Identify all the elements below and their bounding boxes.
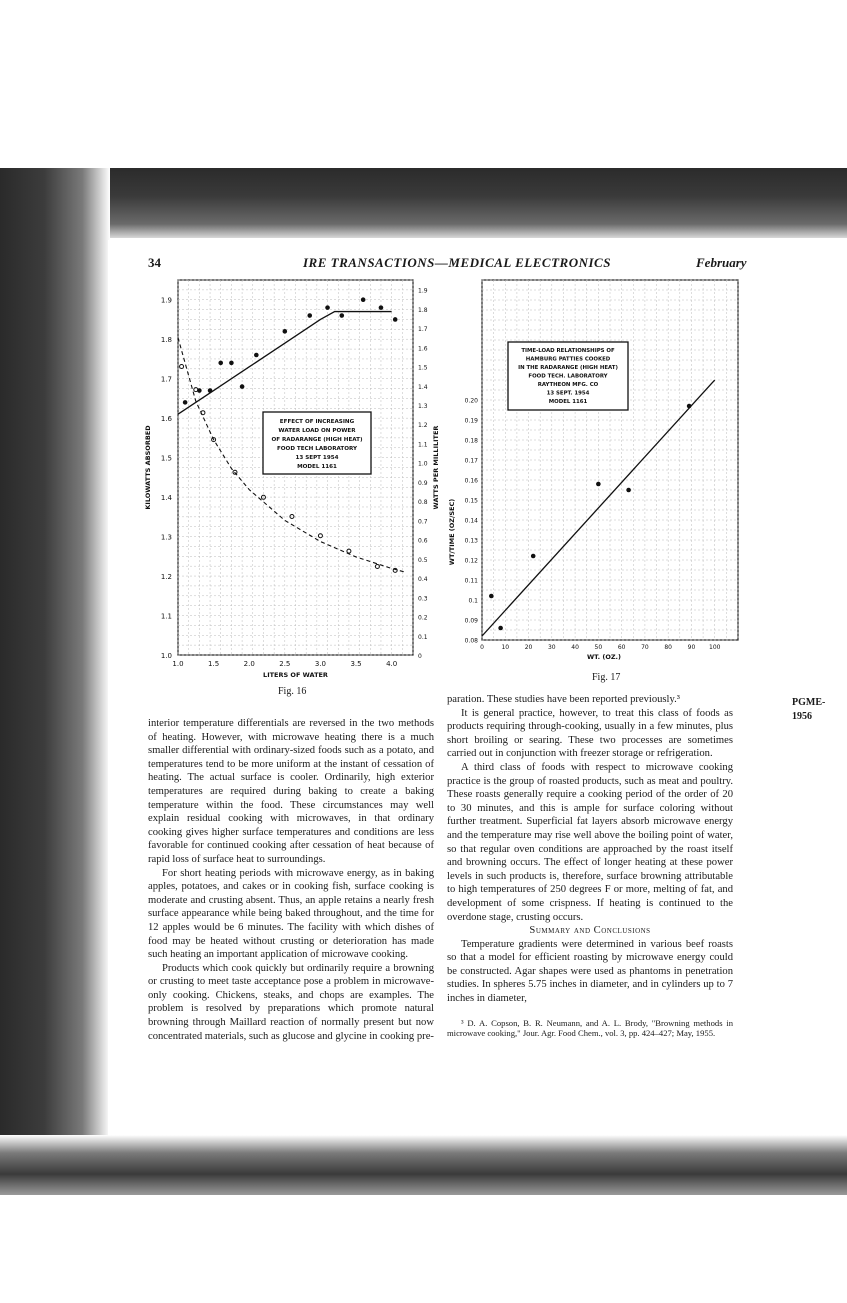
y-axis-label: WT/TIME (OZ/SEC)	[448, 498, 456, 566]
figure-16-chart	[138, 272, 443, 682]
series-1-point	[208, 388, 213, 393]
y-tick-label: 1.3	[160, 533, 172, 542]
y-tick-label: 1.8	[160, 336, 172, 345]
chart-title-line: EFFECT OF INCREASING	[279, 419, 355, 425]
left-paragraph: Products which cook quickly but ordinarily require a browning or crusting to meet taste acceptance pose a problem in microwave-only cooking. Chickens, steaks, and chops are examples. The problem is resolved by preparations which promote natural browning through Maillard reaction of normally present but now concentrated materials, such as glucose and glycine in cooking pre-	[148, 962, 434, 1042]
figure-16-caption: Fig. 16	[278, 686, 307, 697]
x-axis-label: WT. (OZ.)	[587, 653, 621, 661]
y2-tick-label: 0.7	[418, 518, 428, 526]
y2-tick-label: 1.6	[418, 345, 428, 353]
x-tick-label: 40	[571, 644, 579, 651]
y2-tick-label: 1.0	[418, 460, 428, 468]
series-1-point	[379, 305, 384, 310]
y-tick-label: 1.1	[160, 612, 172, 621]
section-heading: Summary and Conclusions	[529, 925, 651, 937]
y2-tick-label: 0.4	[418, 576, 428, 584]
y-tick-label: 0.18	[464, 437, 478, 445]
y2-tick-label: 0.1	[418, 633, 428, 641]
y-tick-label: 1.6	[160, 415, 172, 424]
y-tick-label: 0.17	[464, 457, 478, 465]
x-tick-label: 2.5	[279, 660, 291, 668]
chart-title-line: FOOD TECH LABORATORY	[276, 446, 358, 452]
right-first-line: paration. These studies have been reported previously.³	[447, 694, 680, 705]
x-tick-label: 1.5	[208, 660, 220, 668]
right-paragraph: It is general practice, however, to treat this class of foods as products requiring through-cooking, usually in a few minutes, plus short broiling or searing. These two processes are sometimes carried out in conjunction with freezer storage or refrigeration.	[447, 707, 733, 760]
chart-title-line: TIME-LOAD RELATIONSHIPS OF	[521, 348, 615, 354]
x-tick-label: 3.5	[350, 660, 362, 668]
scan-shadow-top	[0, 168, 847, 238]
series-1-point	[339, 313, 344, 318]
x-tick-label: 90	[687, 644, 696, 651]
chart-title-line: HAMBURG PATTIES COOKED	[525, 356, 611, 363]
x-tick-label: 100	[709, 644, 721, 651]
x-tick-label: 30	[547, 644, 556, 651]
series-point	[687, 404, 692, 409]
y2-tick-label: 1.5	[418, 364, 428, 372]
chart-title-line: MODEL 1161	[297, 464, 337, 470]
y2-tick-label: 0	[418, 653, 422, 660]
chart-title-line: 13 SEPT. 1954	[546, 390, 590, 397]
y-tick-label: 0.15	[464, 497, 478, 505]
y-tick-label: 0.08	[464, 637, 478, 645]
series-1-point	[325, 305, 330, 310]
y2-tick-label: 1.3	[418, 403, 428, 410]
y-tick-label: 0.11	[464, 577, 478, 585]
series-point	[626, 488, 631, 493]
scan-shadow-bottom	[0, 1135, 847, 1195]
y2-tick-label: 1.9	[418, 287, 428, 295]
y-tick-label: 1.0	[160, 652, 172, 660]
right-paragraph: A third class of foods with respect to microwave cooking practice is the group of roasted products, such as meat and poultry. These roasts generally require a cooking period of the order of 20 to 30 minutes, and this is ample for surface coloring without further treatment. Superficial fat layers absorb microwave energy and the temperature may rise well above the boiling point of water, so that regular oven conditions are approached by the roast itself and browning occurs. The effect of longer heating at these power levels in such products is, therefore, surface browning attributable to high temperatures of 250 degrees F or more, melting of fat, and development of some crispness. If heating is continued to the overdone stage, crusting occurs.	[447, 761, 733, 923]
y2-tick-label: 1.1	[418, 441, 428, 449]
x-tick-label: 50	[594, 644, 603, 651]
left-paragraph: For short heating periods with microwave energy, as in baking apples, potatoes, and cakes or in cooking fish, surface cooking is moderate and crusting absent. Thus, an apple retains a nearly fresh surface appearance while being baked throughout, and the time for 12 apples would be 6 minutes. The facility with which dishes of food may be heated without crusting or deterioration has made such heating an important application of microwave cooking.	[148, 867, 434, 961]
y2-tick-label: 0.3	[418, 595, 428, 603]
series-1-point	[283, 329, 288, 334]
x-tick-label: 0	[480, 644, 484, 651]
figure-17-chart	[440, 272, 745, 672]
left-column	[148, 717, 434, 1043]
series-1-point	[254, 353, 259, 358]
y-tick-label: 1.4	[160, 494, 172, 503]
y-tick-label: 1.7	[160, 375, 172, 384]
journal-title: IRE TRANSACTIONS—MEDICAL ELECTRONICS	[303, 255, 611, 270]
series-point	[531, 554, 536, 559]
chart-title-line: FOOD TECH. LABORATORY	[528, 373, 608, 380]
series-1-point	[218, 361, 223, 366]
y-tick-label: 0.1	[468, 597, 478, 605]
y-tick-label: 0.19	[464, 417, 478, 425]
y2-tick-label: 0.8	[418, 499, 428, 507]
side-note-line1: PGME-	[792, 697, 826, 708]
left-paragraph: interior temperature differentials are reversed in the two methods of heating. However, with microwave heating there is a much smaller differential with ordinary-sized foods such as a potato, and temperatures tend to be more uniform at the instant of cessation of heating. The actual surface is cooler. Ordinarily, high exterior temperatures are required during baking to create a baking temperature within the food. These circumstances may well explain residual cooking with microwaves, in that ordinary cooking gives higher surface temperatures and conditions are less favorable for continued cooking after cessation of heat because of rapid loss of surface heat to surroundings.	[148, 718, 434, 865]
chart-title-line: WATER LOAD ON POWER	[278, 428, 356, 434]
y2-tick-label: 0.2	[418, 614, 428, 622]
x-tick-label: 1.0	[172, 660, 184, 668]
y-axis-label: KILOWATTS ABSORBED	[144, 425, 152, 510]
x-tick-label: 2.0	[243, 660, 255, 668]
series-point	[596, 482, 601, 487]
y2-axis-label: WATTS PER MILLILITER	[432, 425, 440, 510]
chart-title-line: OF RADARANGE (HIGH HEAT)	[271, 437, 363, 443]
y-tick-label: 1.2	[160, 573, 172, 582]
y2-tick-label: 1.7	[418, 326, 428, 334]
figure-17-caption: Fig. 17	[592, 672, 621, 683]
series-1-point	[361, 297, 366, 302]
chart-title-line: IN THE RADARANGE (HIGH HEAT)	[518, 365, 618, 371]
x-tick-label: 80	[664, 644, 673, 651]
x-tick-label: 70	[641, 644, 649, 651]
chart-title-line: RAYTHEON MFG. CO	[537, 382, 599, 388]
series-point	[489, 594, 494, 599]
right-column	[447, 693, 733, 1038]
y-tick-label: 1.5	[160, 454, 172, 463]
summary-paragraph: Temperature gradients were determined in various beef roasts so that a model for efficient roasting by microwave energy could be constructed. Agar shapes were used as phantoms in penetration studies. In spheres 5.75 inches in diameter, and in cylinders up to 7 inches in diameter,	[447, 938, 733, 1005]
footnote: ³ D. A. Copson, B. R. Neumann, and A. L. Brody, "Browning methods in microwave cooking," Jour. Agr. Food Chem., vol. 3, pp. 424–427; May, 1955.	[447, 1017, 733, 1038]
scan-shadow-left	[0, 168, 110, 1168]
x-tick-label: 20	[524, 644, 533, 651]
side-note-line2: 1956	[792, 711, 812, 722]
y-tick-label: 0.20	[464, 397, 478, 405]
y2-tick-label: 0.9	[418, 479, 428, 487]
y2-tick-label: 1.4	[418, 383, 428, 391]
series-point	[498, 626, 503, 631]
series-1-point	[393, 317, 398, 322]
y2-tick-label: 1.8	[418, 306, 428, 314]
y2-tick-label: 1.2	[418, 422, 428, 430]
chart-title-line: MODEL 1161	[548, 399, 588, 405]
series-1-point	[183, 400, 188, 405]
y-tick-label: 0.14	[464, 517, 478, 525]
page-number: 34	[148, 255, 161, 270]
x-tick-label: 3.0	[314, 660, 326, 668]
y2-tick-label: 0.6	[418, 537, 428, 545]
series-1-point	[229, 361, 234, 366]
y-tick-label: 0.12	[464, 557, 478, 565]
x-axis-label: LITERS OF WATER	[263, 671, 328, 679]
x-tick-label: 4.0	[386, 660, 398, 668]
y-tick-label: 0.09	[464, 617, 478, 625]
y-tick-label: 0.16	[464, 477, 478, 485]
y-tick-label: 1.9	[160, 296, 172, 305]
chart-title-line: 13 SEPT 1954	[295, 455, 339, 461]
series-1-point	[240, 384, 245, 389]
y-tick-label: 0.13	[464, 537, 478, 545]
series-1-point	[307, 313, 312, 318]
y2-tick-label: 0.5	[418, 556, 428, 564]
x-tick-label: 60	[617, 644, 626, 651]
header-month: February	[696, 255, 747, 270]
x-tick-label: 10	[501, 644, 510, 651]
